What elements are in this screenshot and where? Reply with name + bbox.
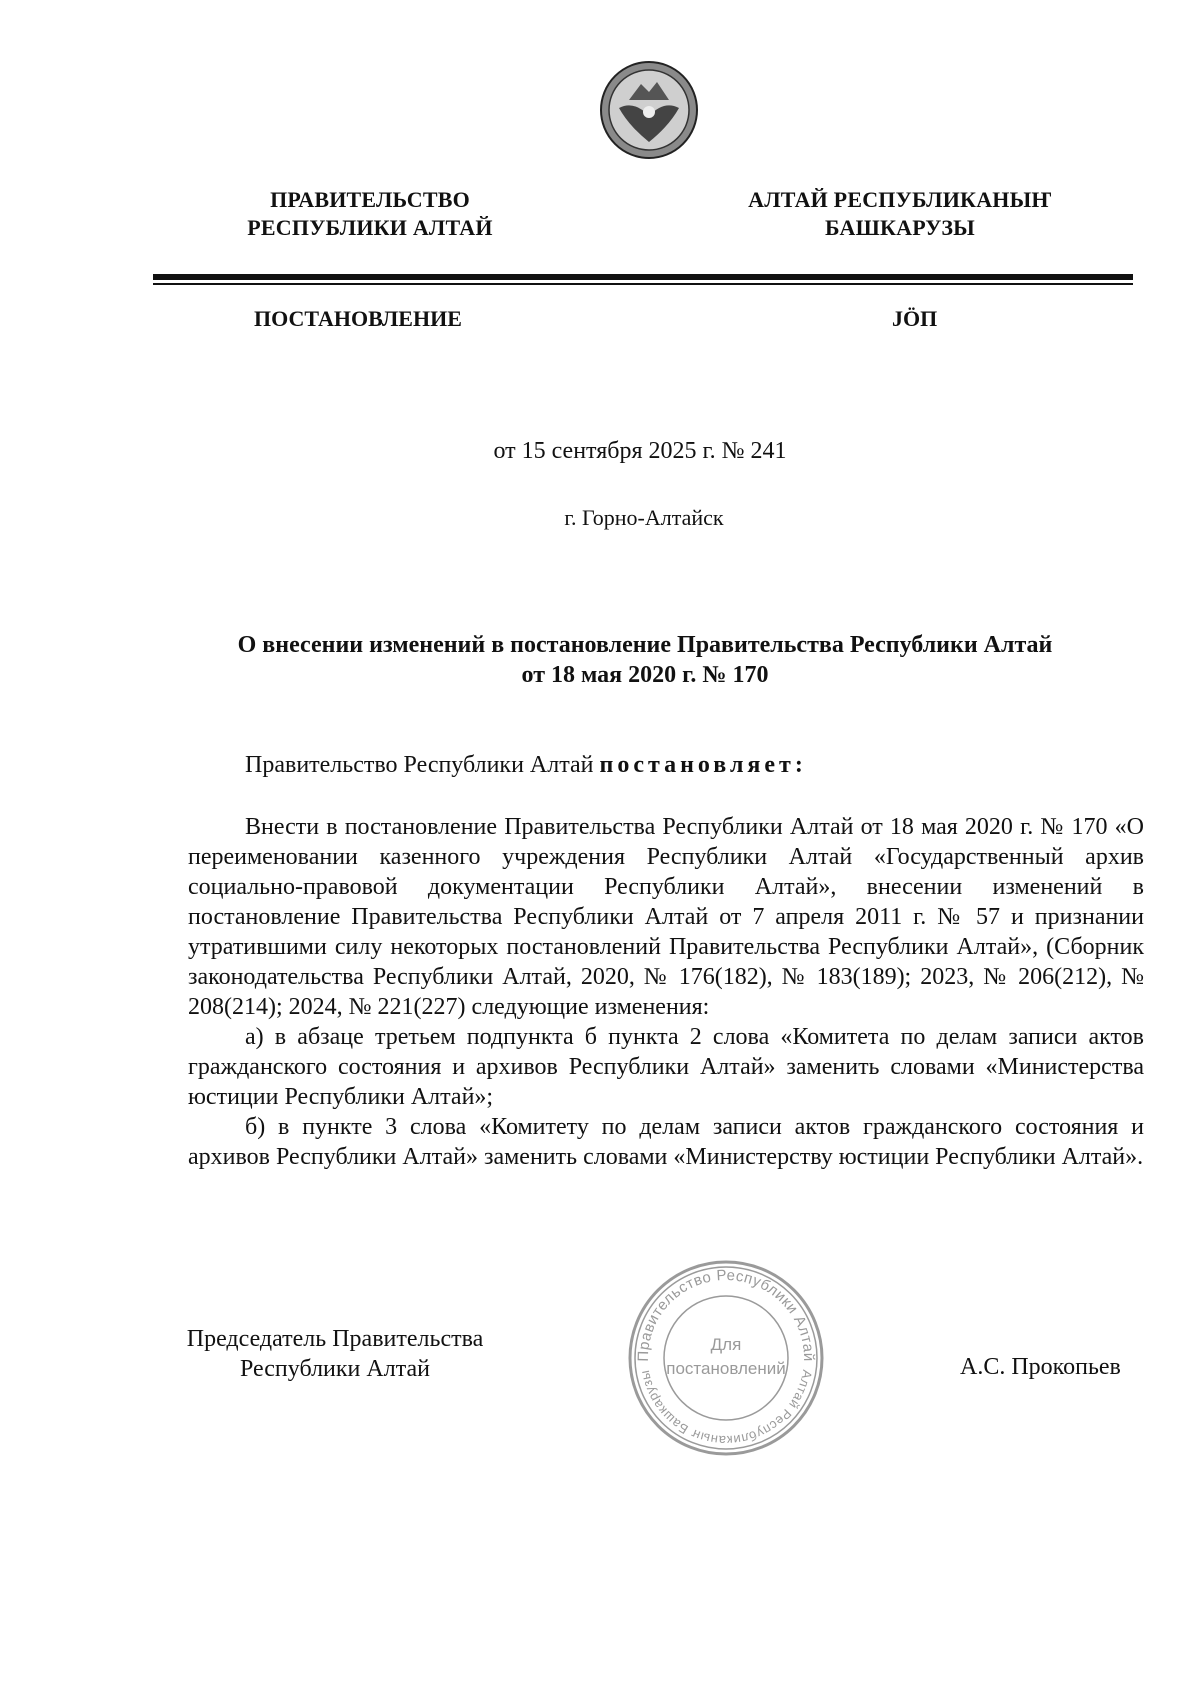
stamp-seal-icon <box>626 1258 826 1458</box>
header-divider-thick <box>153 274 1133 280</box>
official-stamp <box>626 1258 826 1458</box>
decree-colon: : <box>794 752 807 778</box>
government-name-line: ПРАВИТЕЛЬСТВО <box>270 187 470 212</box>
document-body <box>188 812 1144 1172</box>
header-divider-thin <box>153 283 1133 285</box>
coat-of-arms-icon <box>599 60 699 160</box>
government-name-russian <box>200 186 540 242</box>
svg-text:Алтай Республиканыҥ Башкарузы <box>637 1369 815 1448</box>
government-name-altai <box>720 186 1080 242</box>
government-name-line: АЛТАЙ РЕСПУБЛИКАНЫҤ <box>748 187 1052 212</box>
document-title <box>180 630 1110 690</box>
body-paragraph: Внести в постановление Правительства Республики Алтай от 18 мая 2020 г. № 170 «О переименовании казенного учреждения Республики Алтай «Государственный архив социально-правовой документации Республики Алтай», внесении изменений в постановление Правительства Республики Алтай от 7 апреля 2011 г. № 57 и признании утратившими силу некоторых постановлений Правительства Республики Алтай», (Сборник законодательства Республики Алтай, 2020, № 176(182), № 183(189); 2023, № 206(212), № 208(214); 2024, № 221(227) следующие изменения: <box>188 814 1144 1020</box>
signatory-name: А.С. Прокопьев <box>960 1354 1121 1380</box>
coat-of-arms-emblem <box>599 60 699 160</box>
stamp-center-line: Для <box>710 1335 742 1354</box>
signatory-position <box>170 1324 500 1384</box>
document-title-line: от 18 мая 2020 г. № 170 <box>521 662 769 688</box>
document-title-line: О внесении изменений в постановление Правительства Республики Алтай <box>237 632 1053 658</box>
stamp-outer-top-text: Правительство Республики Алтай <box>634 1266 818 1362</box>
body-paragraph: а) в абзаце третьем подпункта б пункта 2 слова «Комитета по делам записи актов гражданского состояния и архивов Республики Алтай» заменить словами «Министерства юстиции Республики Алтай»; <box>188 1024 1144 1110</box>
document-date-number: от 15 сентября 2025 г. № 241 <box>493 438 787 464</box>
signatory-position-line: Председатель Правительства <box>186 1326 484 1352</box>
decree-subject: Правительство Республики Алтай <box>245 752 600 778</box>
document-type-altai: ЈӦП <box>892 306 938 331</box>
stamp-outer-bottom-text: Алтай Республиканыҥ Башкарузы <box>636 1368 816 1449</box>
government-name-line: РЕСПУБЛИКИ АЛТАЙ <box>247 215 493 240</box>
document-city: г. Горно-Алтайск <box>564 505 724 530</box>
decree-statement <box>245 750 1145 780</box>
decree-verb: постановляет <box>599 752 795 778</box>
stamp-center-line: постановлений <box>666 1359 786 1378</box>
document-type-russian: ПОСТАНОВЛЕНИЕ <box>254 306 462 331</box>
government-name-line: БАШКАРУЗЫ <box>825 215 975 240</box>
body-paragraph: б) в пункте 3 слова «Комитету по делам записи актов гражданского состояния и архивов Республики Алтай» заменить словами «Министерству юстиции Республики Алтай». <box>188 1114 1144 1170</box>
signatory-position-line: Республики Алтай <box>240 1356 430 1382</box>
